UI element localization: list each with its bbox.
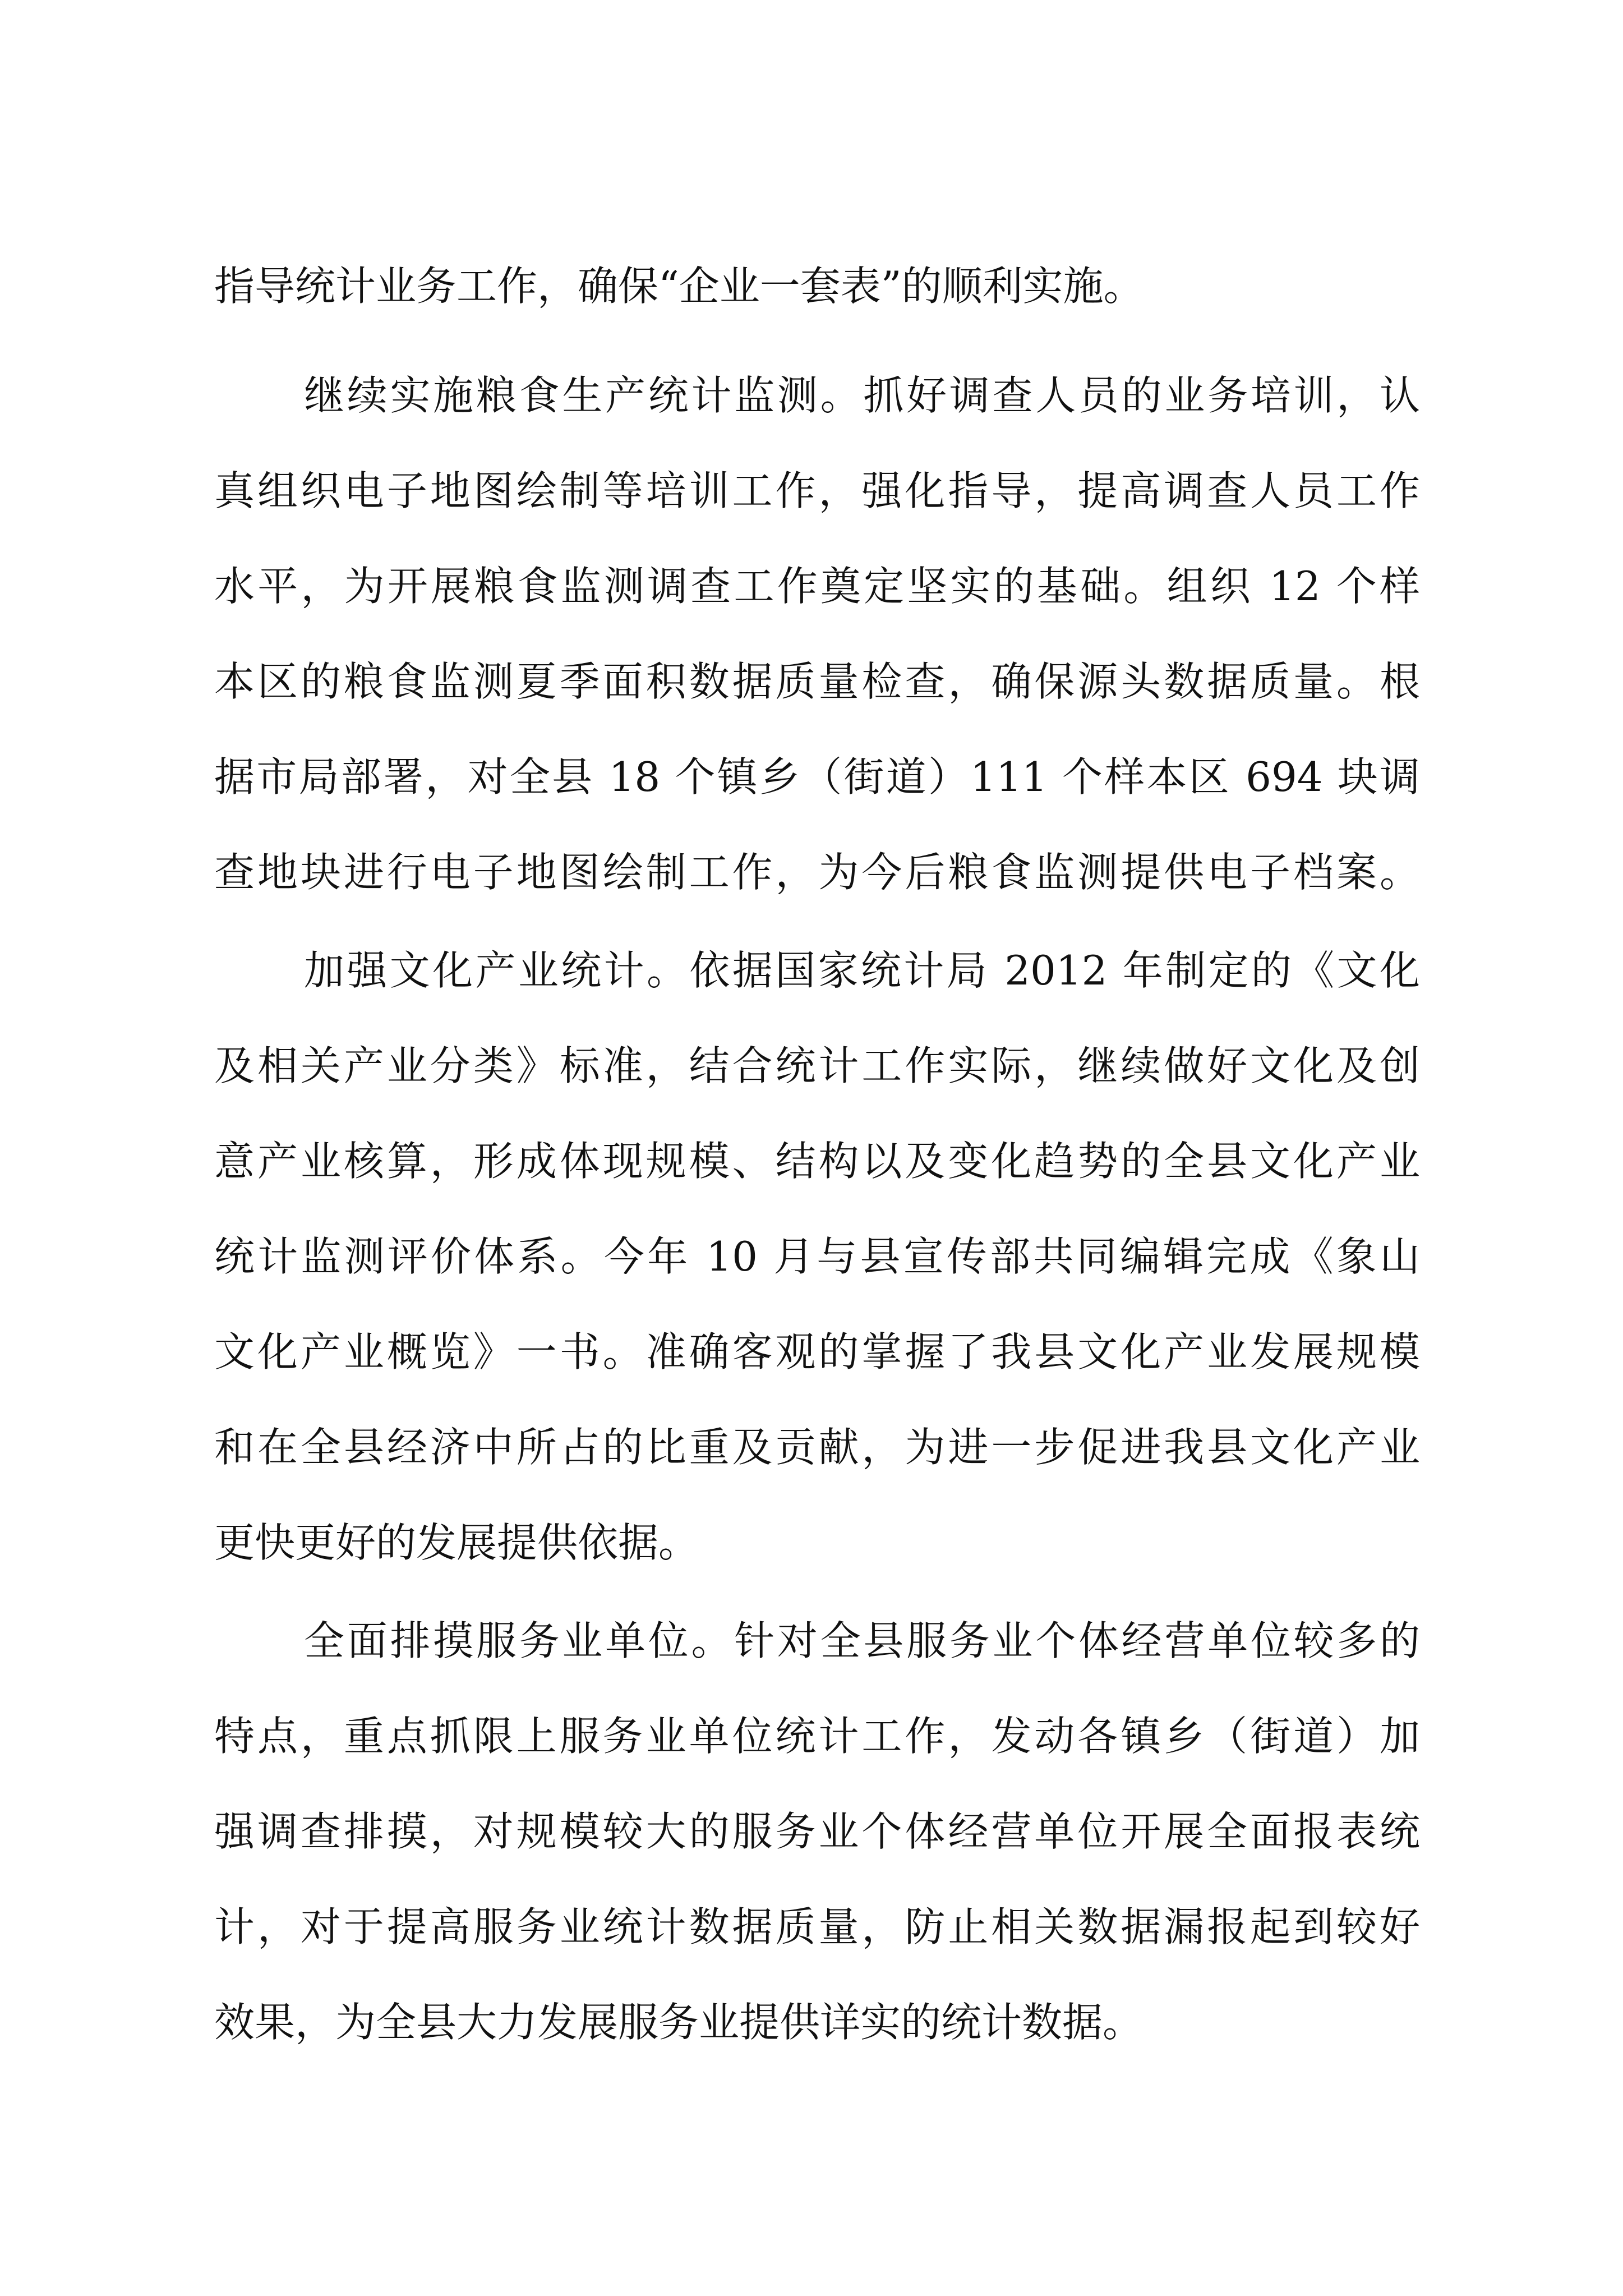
text-line: 效果，为全县大力发展服务业提供详实的统计数据。: [214, 1999, 1144, 2046]
text-line: 本区的粮食监测夏季面积数据质量检查，确保源头数据质量。根: [214, 658, 1420, 705]
text-line: 更快更好的发展提供依据。: [214, 1519, 699, 1566]
paragraph-start-line: 加强文化产业统计。依据国家统计局 2012 年制定的《文化: [304, 947, 1420, 994]
text-line: 指导统计业务工作，确保“企业一套表”的顺利实施。: [214, 263, 1144, 310]
text-line: 意产业核算，形成体现规模、结构以及变化趋势的全县文化产业: [214, 1138, 1420, 1185]
text-line: 统计监测评价体系。今年 10 月与县宣传部共同编辑完成《象山: [214, 1233, 1420, 1280]
text-line: 特点，重点抓限上服务业单位统计工作，发动各镇乡（街道）加: [214, 1713, 1420, 1760]
paragraph-start-line: 全面排摸服务业单位。针对全县服务业个体经营单位较多的: [304, 1617, 1420, 1664]
text-line: 真组织电子地图绘制等培训工作，强化指导，提高调查人员工作: [214, 467, 1420, 514]
text-line: 水平，为开展粮食监测调查工作奠定坚实的基础。组织 12 个样: [214, 563, 1420, 610]
text-line: 查地块进行电子地图绘制工作，为今后粮食监测提供电子档案。: [214, 849, 1420, 896]
paragraph-start-line: 继续实施粮食生产统计监测。抓好调查人员的业务培训，认: [304, 372, 1420, 419]
text-line: 文化产业概览》一书。准确客观的掌握了我县文化产业发展规模: [214, 1328, 1420, 1375]
text-line: 计，对于提高服务业统计数据质量，防止相关数据漏报起到较好: [214, 1903, 1420, 1950]
text-line: 强调查排摸，对规模较大的服务业个体经营单位开展全面报表统: [214, 1808, 1420, 1855]
text-line: 和在全县经济中所占的比重及贡献，为进一步促进我县文化产业: [214, 1424, 1420, 1471]
text-line: 据市局部署，对全县 18 个镇乡（街道）111 个样本区 694 块调: [214, 753, 1420, 800]
text-line: 及相关产业分类》标准，结合统计工作实际，继续做好文化及创: [214, 1042, 1420, 1089]
